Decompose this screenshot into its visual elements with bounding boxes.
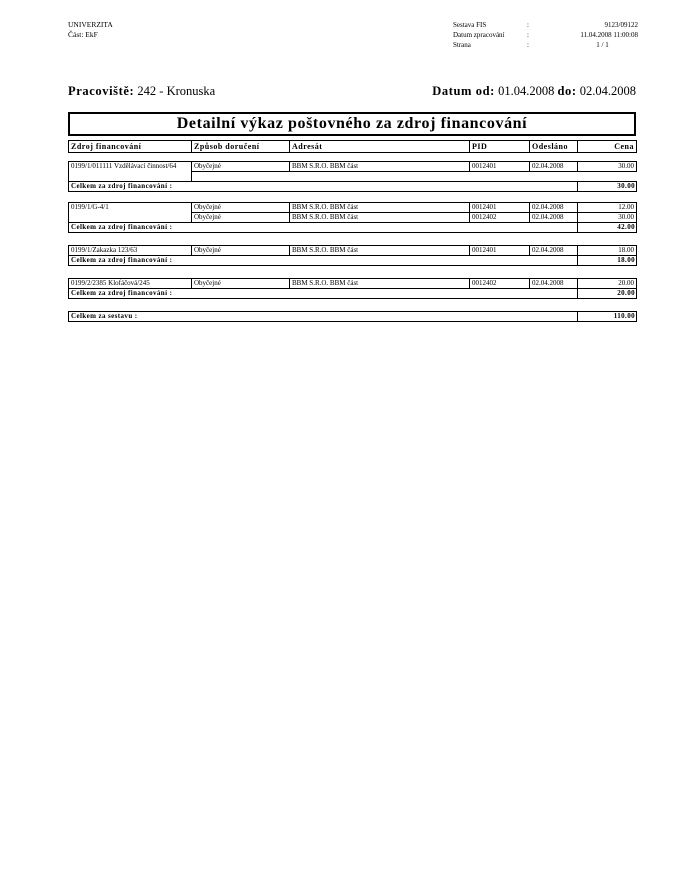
group-table — [68, 278, 637, 299]
col-header-method: Způsob doručení — [192, 141, 290, 153]
table-row — [69, 279, 637, 289]
cell-sent: 02.04.2008 — [530, 246, 578, 256]
workplace-value: 242 - Kronuska — [137, 84, 216, 98]
cell-recipient: BBM S.R.O. BBM část — [290, 162, 470, 172]
cell-recipient: BBM S.R.O. BBM část — [290, 203, 470, 213]
cell-pid: 0012401 — [470, 246, 530, 256]
meta-value: 1 / 1 — [596, 41, 609, 49]
subtotal-label: Celkem za zdroj financování : — [69, 289, 578, 299]
grand-total-row — [69, 312, 637, 322]
subtotal-row — [69, 256, 637, 266]
cell-source: 0199/1/011111 Vzdělávací činnost/64 — [69, 162, 192, 182]
date-from-label: Datum od: — [432, 84, 495, 98]
meta-key: Sestava FIS — [453, 21, 487, 29]
cell-recipient: BBM S.R.O. BBM část — [290, 246, 470, 256]
cell-recipient: BBM S.R.O. BBM část — [290, 279, 470, 289]
col-header-source: Zdroj financování — [69, 141, 192, 153]
grand-total-value: 110.00 — [578, 312, 637, 322]
cell-pid: 0012402 — [470, 279, 530, 289]
group-table — [68, 245, 637, 266]
group-table — [68, 161, 637, 192]
column-header-table — [68, 140, 637, 153]
meta-sep: : — [527, 41, 529, 49]
date-to-label: do: — [557, 84, 577, 98]
cell-sent: 02.04.2008 — [530, 162, 578, 172]
subtotal-label: Celkem za zdroj financování : — [69, 256, 578, 266]
meta-row-processed — [453, 30, 638, 40]
cell-price: 12.00 — [578, 203, 637, 213]
col-header-sent: Odesláno — [530, 141, 578, 153]
table-row — [69, 162, 637, 172]
workplace-label: Pracoviště: — [68, 84, 135, 98]
table-row — [69, 203, 637, 213]
workplace-line — [68, 84, 215, 99]
col-header-price: Cena — [578, 141, 637, 153]
cell-source: 0199/1/G-4/1 — [69, 203, 192, 223]
meta-value: 9123/09122 — [604, 21, 638, 29]
meta-key: Strana — [453, 41, 471, 49]
meta-key: Datum zpracování — [453, 31, 505, 39]
cell-source: 0199/1/Zakazka 123/63 — [69, 246, 192, 256]
report-meta — [453, 20, 638, 50]
cell-pid: 0012401 — [470, 162, 530, 172]
subtotal-value: 18.00 — [578, 256, 637, 266]
report-header-left — [68, 20, 113, 40]
cell-method: Obyčejné — [192, 162, 290, 172]
subtotal-row — [69, 223, 637, 233]
cell-sent: 02.04.2008 — [530, 213, 578, 223]
cell-method: Obyčejné — [192, 203, 290, 213]
cell-price: 30.00 — [578, 162, 637, 172]
subtotal-value: 20.00 — [578, 289, 637, 299]
group-table — [68, 202, 637, 233]
meta-sep: : — [527, 21, 529, 29]
grand-total-table — [68, 311, 637, 322]
date-range-line — [432, 84, 636, 99]
cell-method: Obyčejné — [192, 246, 290, 256]
subtotal-row — [69, 289, 637, 299]
subtotal-value: 42.00 — [578, 223, 637, 233]
cell-price: 30.00 — [578, 213, 637, 223]
organization-unit: Část: EkF — [68, 30, 98, 39]
cell-pid: 0012401 — [470, 203, 530, 213]
organization-name: UNIVERZITA — [68, 20, 113, 29]
date-to-value: 02.04.2008 — [579, 84, 636, 98]
date-from-value: 01.04.2008 — [498, 84, 555, 98]
cell-price: 20.00 — [578, 279, 637, 289]
cell-method: Obyčejné — [192, 279, 290, 289]
cell-recipient: BBM S.R.O. BBM část — [290, 213, 470, 223]
subtotal-label: Celkem za zdroj financování : — [69, 223, 578, 233]
cell-sent: 02.04.2008 — [530, 203, 578, 213]
cell-sent: 02.04.2008 — [530, 279, 578, 289]
subtotal-row — [69, 182, 637, 192]
grand-total-label: Celkem za sestavu : — [69, 312, 578, 322]
subtotal-value: 30.00 — [578, 182, 637, 192]
column-header-row — [69, 141, 637, 153]
col-header-pid: PID — [470, 141, 530, 153]
cell-price: 18.00 — [578, 246, 637, 256]
meta-row-page — [453, 40, 638, 50]
cell-source: 0199/2/2385 Klofáčová/245 — [69, 279, 192, 289]
table-row — [69, 246, 637, 256]
cell-pid: 0012402 — [470, 213, 530, 223]
meta-row-report-id — [453, 20, 638, 30]
report-title: Detailní výkaz poštovného za zdroj financování — [68, 112, 636, 136]
subtotal-label: Celkem za zdroj financování : — [69, 182, 578, 192]
meta-value: 11.04.2008 11:00:08 — [580, 31, 638, 39]
meta-sep: : — [527, 31, 529, 39]
cell-method: Obyčejné — [192, 213, 290, 223]
col-header-recipient: Adresát — [290, 141, 470, 153]
